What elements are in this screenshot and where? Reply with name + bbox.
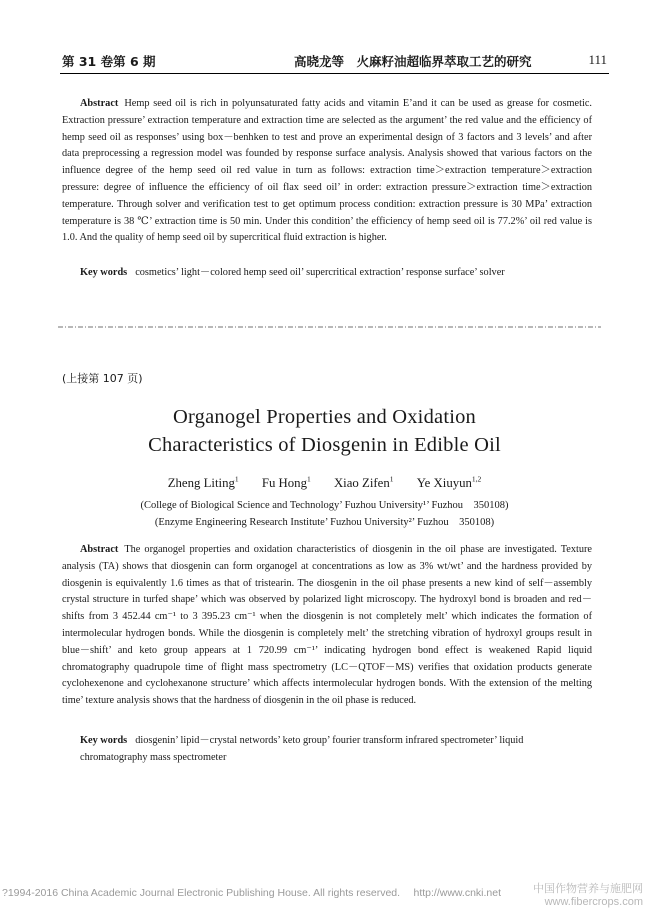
- section-divider: [58, 324, 601, 330]
- abstract-text: Hemp seed oil is rich in polyunsaturated fatty acids and vitamin E’and it can be used as grease for cosmetic. Extraction pressure’ extraction temperature and extraction time are selected as the argument’ the red value and the efficiency of hemp seed oil as responses’ using box－benhken to test and prove an experimental design of 3 factors and 3 levels’ and after data preprocessing a regression model was founded by response surface analysis. Analysis showed that various factors on the influence degree of the hemp seed oil red value in turn as follows: extraction time＞extraction temperature＞extraction pressure: degree of influence the efficiency of oil flax seed oil’ in order: extraction pressure＞extraction time＞extraction temperature. Through solver and verification test to get optimum process condition: extraction pressure is 30 MPa’ extraction temperature is 38 ℃’ extraction time is 50 min. Under this condition’ the efficiency of hemp seed oil is 77.2%’ oil red value is 1.0. And the quality of hemp seed oil by supercritical fluid extraction is higher.: [62, 98, 592, 244]
- abstract-prev: [62, 96, 592, 247]
- header-rule: [60, 73, 609, 74]
- site-watermark: [533, 883, 643, 909]
- author-list: [0, 475, 649, 491]
- running-title: 高晓龙等 火麻籽油超临界萃取工艺的研究: [294, 54, 532, 69]
- keywords-text: diosgenin’ lipid－crystal networds’ keto group’ fourier transform infrared spectrometer’ liquid chromatography mass spectrometer: [80, 735, 524, 763]
- affiliation-2: (Enzyme Engineering Research Institute’ Fuzhou University²’ Fuzhou 350108): [154, 517, 495, 528]
- continued-from-note: (上接第 107 页): [62, 372, 143, 385]
- keywords-label: Key words: [80, 735, 128, 746]
- page-number: 111: [588, 52, 607, 67]
- author: Fu Hong$^1$: [261, 475, 311, 491]
- issue-label: 第 31 卷第 6 期: [62, 54, 156, 69]
- keywords-label: Key words: [80, 267, 128, 278]
- watermark-url: www.fibercrops.com: [544, 896, 643, 908]
- abstract-label: Abstract: [80, 544, 119, 555]
- author: Zheng Liting$^1$: [167, 475, 239, 491]
- affiliation-1: (College of Biological Science and Technology’ Fuzhou University¹’ Fuzhou 350108): [140, 500, 509, 511]
- author: Ye Xiuyun$^{1,2}$: [416, 475, 482, 491]
- keywords-prev: [80, 265, 592, 282]
- article-keywords: [80, 733, 592, 767]
- abstract-label: Abstract: [80, 98, 119, 109]
- watermark-cn: 中国作物营养与施肥网: [533, 883, 643, 895]
- author: Xiao Zifen$^1$: [333, 475, 394, 491]
- article-title-line1: Organogel Properties and Oxidation: [172, 406, 477, 428]
- article-title-line2: Characteristics of Diosgenin in Edible Oil: [148, 434, 501, 456]
- keywords-text: cosmetics’ light－colored hemp seed oil’ supercritical extraction’ response surface’ solver: [135, 267, 505, 278]
- running-header: [62, 50, 607, 70]
- copyright-notice: ?1994-2016 China Academic Journal Electronic Publishing House. All rights reserved. http://www.cnki.net: [2, 887, 502, 899]
- article-abstract: [62, 542, 592, 710]
- abstract-text: The organogel properties and oxidation characteristics of diosgenin in the oil phase are investigated. Texture analysis (TA) shows that diosgenin can form organogel at concentrations as low as 3% wt/wt’ and the hardness provided by diosgenin is equivalently 1.6 times as that of tristearin. The diosgenin in the oil phase presents a new kind of self－assembly crystal structure in turfed shape’ which was observed by polarized light microscopy. The hydroxyl bond is broaden and red－shifts from 3 452.44 cm⁻¹ to 3 395.23 cm⁻¹ when the diosgenin is not completely melt’ which indicates the formation of intermolecular hydrogen bonds. While the diosgenin is completely melt’ the stretching vibration of hydroxyl groups result in blue－shift’ and keto group appears at 1 720.99 cm⁻¹’ indicating hydrogen bond effect is weakened Rapid liquid chromatography quadrupole time of flight mass spectrometry (LC－QTOF－MS) verifies that oxidation products generate cyclohexenone and cyclohexanone structure’ which affects intermolecular hydrogen bonds. With the extension of the melting time’ texture analysis shows that the hardness of diosgenin in the oil phase is reduced.: [62, 544, 592, 707]
